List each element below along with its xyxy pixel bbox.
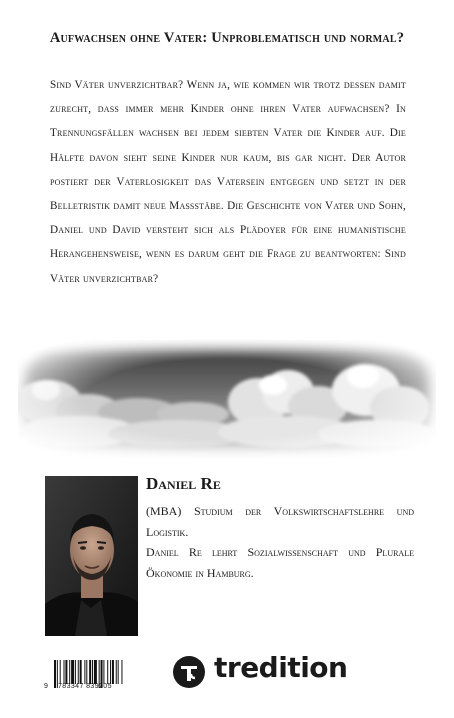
barcode-bar: [121, 660, 122, 684]
author-bio-education: (MBA) Studium der Volkswirtschaftslehre und Logistik.: [146, 504, 414, 539]
isbn-barcode: [44, 658, 148, 696]
barcode-lead-digit: 9: [44, 683, 48, 690]
barcode-bar: [78, 660, 79, 684]
barcode-bar: [116, 660, 117, 684]
author-bio-teaching: Daniel Re lehrt Sozialwissenschaft und Plurale Ökonomie in Hamburg.: [146, 545, 414, 580]
barcode-bar: [65, 660, 67, 684]
barcode-bar: [103, 660, 104, 684]
barcode-bar: [75, 660, 76, 684]
barcode-bar: [112, 660, 114, 684]
barcode-bar: [94, 660, 97, 684]
publisher-name: tredition: [214, 651, 348, 684]
barcode-bar: [118, 660, 119, 684]
blurb-text: Sind Väter unverzichtbar? Wenn ja, wie kommen wir trotz dessen damit zurecht, dass immer mehr Kinder ohne ihren Vater aufwachsen? In Trennungsfällen wachsen bei jedem siebten Vater die Kinder auf. Die Hälfte davon sieht seine Kinder nur kaum, bis gar nicht. Der Autor postiert der Vaterlosigkeit das Vatersein entgegen und setzt in der Belletristik damit neue Maßstäbe. Die Geschichte von Vater und Sohn, Daniel und David versteht sich als Plädoyer für eine humanistische Herangehensweise, wenn es darum geht die Frage zu beantworten: Sind Väter unverzichtbar?: [50, 79, 406, 285]
author-name: Daniel Re: [146, 474, 221, 493]
barcode-bar: [86, 660, 87, 684]
tredition-logo-icon: [172, 655, 206, 689]
back-cover-heading: Aufwachsen ohne Vater: Unproblematisch und normal?: [49, 30, 405, 46]
barcode-bar: [69, 660, 70, 684]
barcode-bar: [110, 660, 111, 684]
barcode-bar: [92, 660, 93, 684]
barcode-bar: [64, 660, 65, 684]
barcode-bar: [80, 660, 82, 684]
barcode-bar: [60, 660, 61, 684]
barcode-digits: 783347 839205: [58, 683, 112, 690]
clouds-image: [18, 340, 436, 458]
author-photo: [45, 476, 138, 636]
barcode-bar: [54, 660, 56, 688]
barcode-bar: [89, 660, 91, 684]
barcode-bar: [71, 660, 74, 684]
barcode-bar: [107, 660, 108, 684]
barcode-bar: [84, 660, 85, 684]
